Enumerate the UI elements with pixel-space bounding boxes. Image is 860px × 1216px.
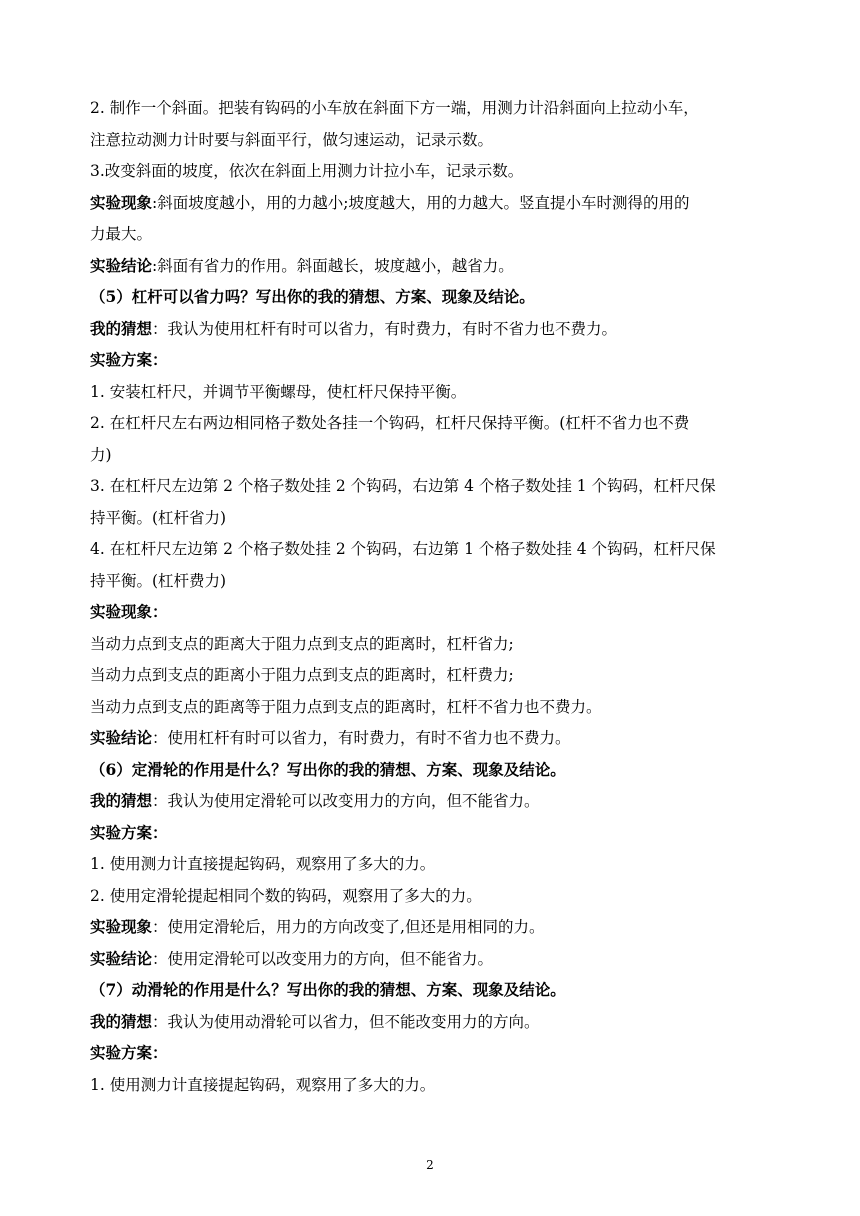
text-line: [90, 344, 780, 376]
line-text: ：使用定滑轮后，用力的方向改变了,但还是用相同的力。: [152, 918, 545, 936]
bold-label: 我的猜想: [90, 791, 153, 810]
text-line: [90, 628, 780, 660]
line-text: ：我认为使用动滑轮可以省力，但不能改变用力的方向。: [152, 1012, 540, 1031]
line-text: 2. 在杠杆尺左右两边相同格子数处各挂一个钩码，杠杆尺保持平衡。(杠杆不省力也不费: [90, 414, 690, 432]
line-text: ：我认为使用定滑轮可以改变用力的方向，但不能省力。: [152, 792, 540, 810]
line-text: 4. 在杠杆尺左边第 2 个格子数处挂 2 个钩码，右边第 1 个格子数处挂 4 个钩码，杠杆尺保: [90, 540, 716, 558]
line-text: 当动力点到支点的距离等于阻力点到支点的距离时，杠杆不省力也不费力。: [90, 697, 602, 716]
text-line: [90, 1006, 780, 1038]
text-line: [90, 439, 780, 471]
line-text: 当动力点到支点的距离小于阻力点到支点的距离时，杠杆费力;: [90, 666, 514, 684]
section-heading: [90, 754, 780, 786]
text-line: [90, 659, 780, 691]
text-line: [90, 250, 780, 282]
line-text: ：使用杠杆有时可以省力，有时费力，有时不省力也不费力。: [152, 729, 571, 747]
document-body: [90, 92, 780, 1100]
text-line: [90, 785, 780, 817]
line-text: 当动力点到支点的距离大于阻力点到支点的距离时，杠杆省力;: [90, 634, 514, 653]
text-line: [90, 691, 780, 723]
text-line: [90, 817, 780, 849]
bold-label: 实验方案：: [90, 350, 168, 369]
text-line: [90, 848, 780, 880]
line-text: 3. 在杠杆尺左边第 2 个格子数处挂 2 个钩码，右边第 4 个格子数处挂 1 个钩码，杠杆尺保: [90, 477, 716, 495]
bold-label: 实验结论: [90, 948, 153, 968]
text-line: [90, 722, 780, 754]
bold-label: 实验现象: [90, 917, 153, 936]
text-line: [90, 943, 780, 975]
line-text: 力最大。: [90, 225, 153, 243]
section-heading: [90, 281, 780, 313]
text-line: [90, 376, 780, 408]
line-text: 1. 使用测力计直接提起钩码，观察用了多大的力。: [90, 855, 436, 873]
bold-label: 实验现象: [90, 192, 153, 212]
bold-label: 实验结论: [90, 255, 153, 275]
bold-label: 实验结论: [90, 728, 153, 747]
bold-label: （5）杠杆可以省力吗？写出你的我的猜想、方案、现象及结论。: [90, 287, 535, 306]
text-line: [90, 911, 780, 943]
text-line: [90, 596, 780, 628]
bold-label: 实验方案：: [90, 822, 168, 842]
bold-label: 实验方案：: [90, 1043, 168, 1062]
text-line: [90, 187, 780, 219]
text-line: [90, 533, 780, 565]
text-line: [90, 313, 780, 345]
line-text: 3.改变斜面的坡度，依次在斜面上用测力计拉小车，记录示数。: [90, 162, 524, 180]
line-text: 1. 安装杠杆尺，并调节平衡螺母，使杠杆尺保持平衡。: [90, 382, 467, 401]
line-text: ：我认为使用杠杆有时可以省力，有时费力，有时不省力也不费力。: [152, 319, 618, 338]
text-line: [90, 155, 780, 187]
line-text: 2. 制作一个斜面。把装有钩码的小车放在斜面下方一端，用测力计沿斜面向上拉动小车，: [90, 99, 699, 117]
text-line: [90, 407, 780, 439]
page-number: 2: [426, 1158, 434, 1172]
text-line: [90, 502, 780, 534]
text-line: [90, 1069, 780, 1101]
bold-label: 实验现象：: [90, 602, 168, 621]
bold-label: （6）定滑轮的作用是什么？写出你的我的猜想、方案、现象及结论。: [90, 759, 566, 779]
bold-label: 我的猜想: [90, 318, 153, 338]
text-line: [90, 124, 780, 156]
line-text: 力): [90, 445, 112, 464]
text-line: [90, 1037, 780, 1069]
line-text: :斜面有省力的作用。斜面越长，坡度越小，越省力。: [152, 256, 514, 275]
line-text: 1. 使用测力计直接提起钩码，观察用了多大的力。: [90, 1075, 436, 1094]
text-line: [90, 218, 780, 250]
text-line: [90, 565, 780, 597]
line-text: :斜面坡度越小，用的力越小;坡度越大，用的力越大。竖直提小车时测得的用的: [152, 193, 690, 212]
line-text: 2. 使用定滑轮提起相同个数的钩码，观察用了多大的力。: [90, 886, 482, 905]
text-line: [90, 470, 780, 502]
line-text: ：使用定滑轮可以改变用力的方向，但不能省力。: [152, 949, 494, 968]
line-text: 注意拉动测力计时要与斜面平行，做匀速运动，记录示数。: [90, 130, 494, 149]
text-line: [90, 92, 780, 124]
bold-label: （7）动滑轮的作用是什么？写出你的我的猜想、方案、现象及结论。: [90, 980, 566, 999]
line-text: 持平衡。(杠杆费力): [90, 571, 227, 590]
line-text: 持平衡。(杠杆省力): [90, 508, 227, 527]
section-heading: [90, 974, 780, 1006]
text-line: [90, 880, 780, 912]
bold-label: 我的猜想: [90, 1011, 153, 1031]
